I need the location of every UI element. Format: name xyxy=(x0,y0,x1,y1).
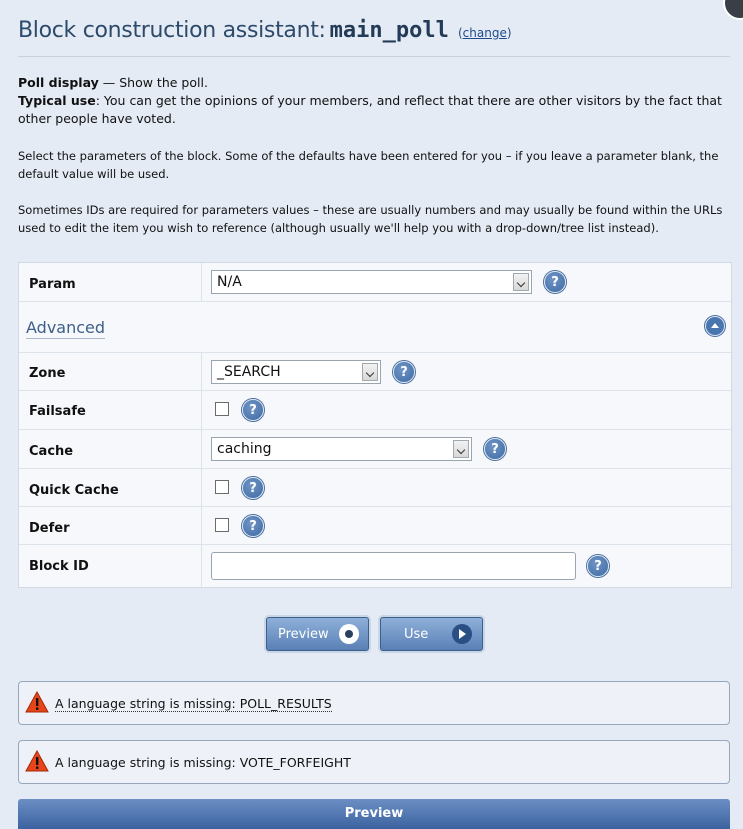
cache-label-cell xyxy=(19,430,202,469)
zone-row xyxy=(19,352,731,391)
quick-cache-help-icon[interactable]: ? xyxy=(242,477,264,499)
typical-use-label: Typical use xyxy=(18,93,96,108)
param-select-value: N/A xyxy=(217,274,242,290)
param-row xyxy=(19,263,731,301)
zone-help-icon[interactable]: ? xyxy=(393,361,415,383)
failsafe-row xyxy=(19,390,731,430)
advanced-title[interactable]: Advanced xyxy=(26,318,106,337)
change-link[interactable]: change xyxy=(462,26,507,40)
zone-label-cell xyxy=(19,353,202,391)
block-summary: — Show the poll. xyxy=(98,75,208,90)
ids-note-text: Sometimes IDs are required for parameters values – these are usually numbers and may usually be found within the URLs used to edit the item you wish to reference (although usually we'll help you with a drop-down/tree list instead). xyxy=(18,203,723,235)
failsafe-help-icon[interactable]: ? xyxy=(242,399,264,421)
block-name: main_poll xyxy=(329,18,449,43)
quick-cache-row xyxy=(19,468,731,507)
title-prefix: Block construction assistant: xyxy=(18,18,326,43)
zone-select-value: _SEARCH xyxy=(217,364,281,380)
change-wrapper xyxy=(458,26,512,40)
collapse-up-icon[interactable] xyxy=(705,316,725,336)
chevron-down-icon xyxy=(362,363,378,381)
block-id-help-icon[interactable]: ? xyxy=(587,555,609,577)
block-id-label-cell xyxy=(19,545,202,588)
defer-checkbox[interactable] xyxy=(215,518,229,532)
cache-row xyxy=(19,429,731,469)
failsafe-label: Failsafe xyxy=(29,404,86,419)
eye-icon xyxy=(339,624,359,644)
param-help-icon[interactable]: ? xyxy=(544,271,566,293)
cache-label: Cache xyxy=(29,444,74,459)
parameters-table xyxy=(18,262,732,588)
instructions-text: Select the parameters of the block. Some of the defaults have been entered for you – if you leave a parameter blank, the default value will be used. xyxy=(18,149,719,181)
block-id-label: Block ID xyxy=(29,559,89,574)
defer-help-icon[interactable]: ? xyxy=(242,515,264,537)
warning-box-1 xyxy=(18,681,730,725)
preview-button-label: Preview xyxy=(278,627,329,642)
quick-cache-checkbox[interactable] xyxy=(215,480,229,494)
typical-use-line xyxy=(18,92,730,128)
defer-label-cell xyxy=(19,507,202,545)
zone-select[interactable] xyxy=(211,360,381,384)
block-display-name: Poll display xyxy=(18,75,99,90)
warning-icon xyxy=(25,750,49,772)
warning-icon xyxy=(25,691,49,713)
chevron-down-icon xyxy=(513,273,529,291)
warning-message[interactable]: A language string is missing: POLL_RESULTS xyxy=(55,696,332,711)
use-button[interactable] xyxy=(380,617,483,651)
defer-row xyxy=(19,506,731,545)
warning-box-2 xyxy=(18,740,730,784)
close-overlay-icon[interactable] xyxy=(723,0,743,20)
page-title xyxy=(18,18,730,57)
block-id-row xyxy=(19,544,731,588)
block-name-line xyxy=(18,74,730,92)
typical-use-text: : You can get the opinions of your members, and reflect that there are other visitors by the fact that other people have voted. xyxy=(18,93,722,126)
defer-label: Defer xyxy=(29,521,70,536)
block-id-input[interactable] xyxy=(211,552,576,580)
failsafe-checkbox[interactable] xyxy=(215,402,229,416)
failsafe-label-cell xyxy=(19,391,202,430)
zone-label: Zone xyxy=(29,366,66,381)
warning-message: A language string is missing: VOTE_FORFEIGHT xyxy=(55,755,351,770)
change-close-paren: ) xyxy=(506,26,512,40)
quick-cache-label: Quick Cache xyxy=(29,483,119,498)
param-label-cell xyxy=(19,263,202,301)
use-button-label: Use xyxy=(404,627,429,642)
cache-select[interactable] xyxy=(211,437,472,461)
preview-panel-header[interactable]: Preview xyxy=(18,799,730,829)
preview-button[interactable] xyxy=(266,617,369,651)
chevron-down-icon xyxy=(453,440,469,458)
advanced-header[interactable] xyxy=(19,301,731,352)
block-description xyxy=(18,74,730,128)
param-label: Param xyxy=(29,277,76,292)
param-select[interactable] xyxy=(211,270,532,294)
cache-select-value: caching xyxy=(217,441,272,457)
arrow-right-icon xyxy=(452,624,472,644)
cache-help-icon[interactable]: ? xyxy=(484,438,506,460)
change-open-paren: ( xyxy=(457,26,463,40)
quick-cache-label-cell xyxy=(19,469,202,507)
